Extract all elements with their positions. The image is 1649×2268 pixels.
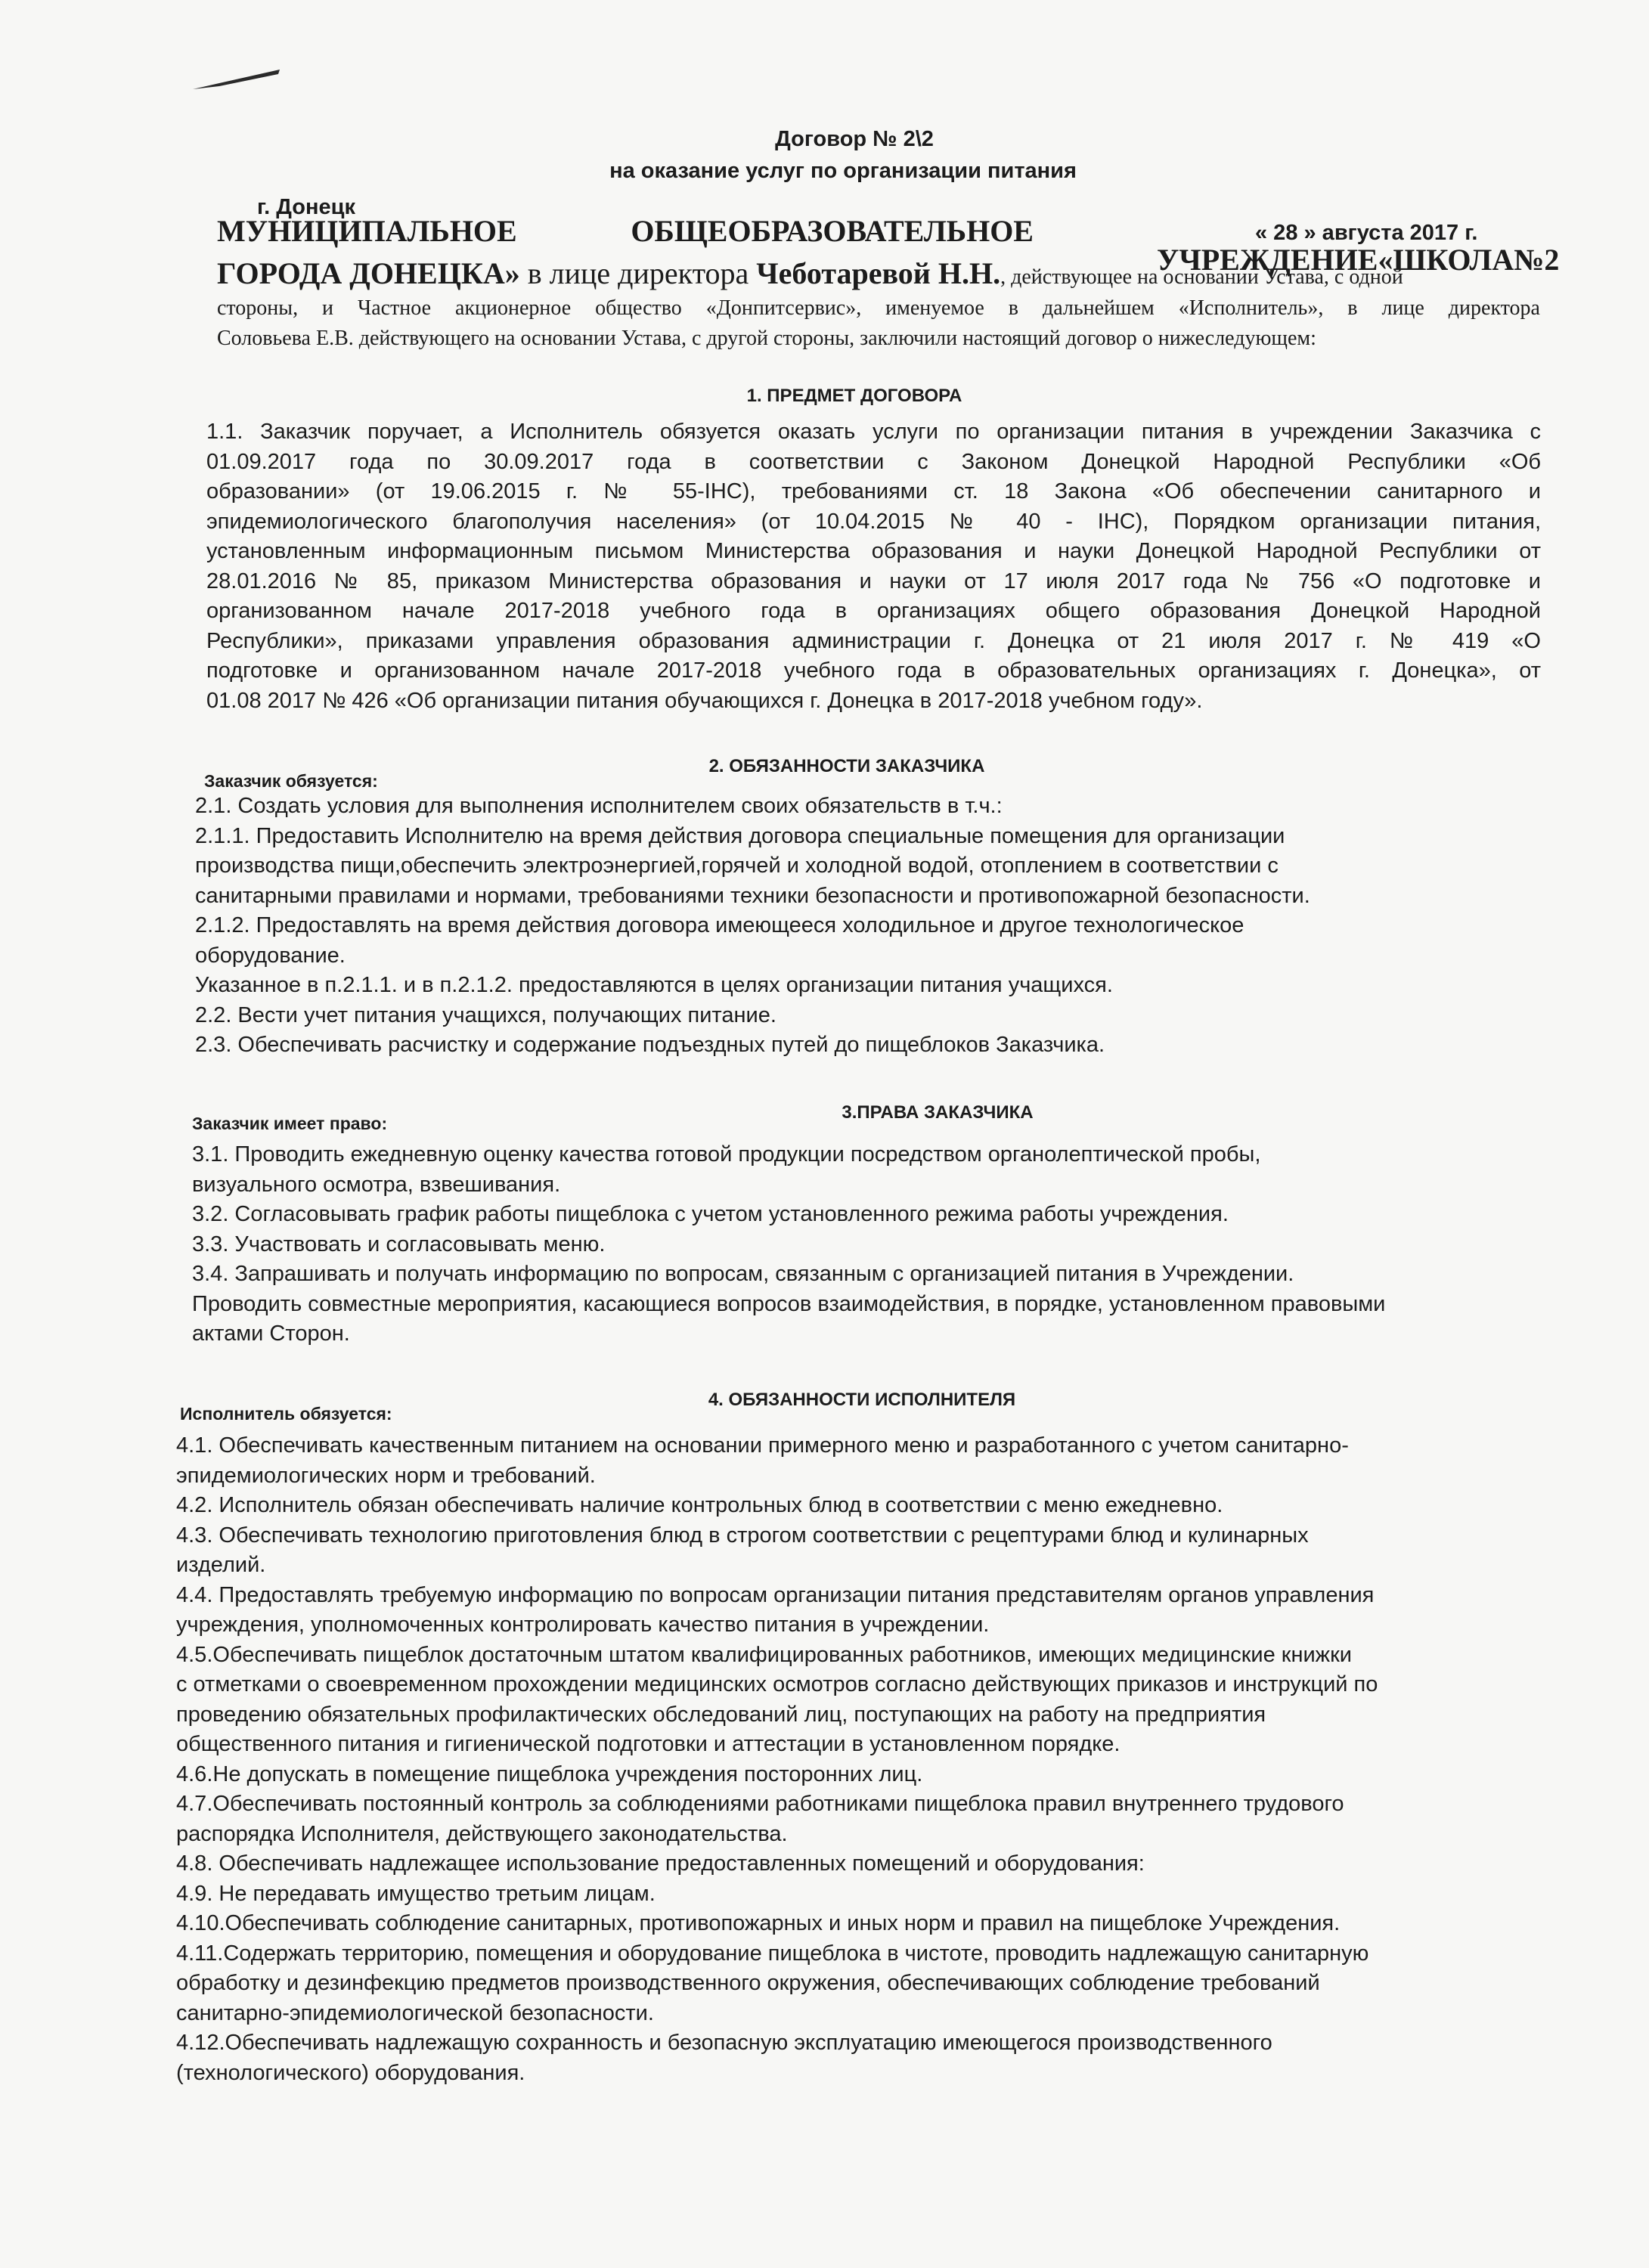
text-line: производства пищи,обеспечить электроэнергией,горячей и холодной водой, отоплением в соответствии с bbox=[195, 854, 1279, 878]
section-lead: Заказчик имеет право: bbox=[192, 1114, 388, 1133]
section-body bbox=[176, 1431, 1552, 2088]
party-line-1-end: УЧРЕЖДЕНИЕ«ШКОЛА№2 bbox=[1157, 243, 1560, 277]
text-line: проведению обязательных профилактических обследований лиц, поступающих на работу на предприятия bbox=[176, 1702, 1266, 1727]
text-line: общественного питания и гигиенической подготовки и аттестации в установленном порядке. bbox=[176, 1732, 1121, 1756]
text-line: визуального осмотра, взвешивания. bbox=[192, 1172, 561, 1197]
text-line: распорядка Исполнителя, действующего законодательства. bbox=[176, 1821, 788, 1846]
text-line: 4.6.Не допускать в помещение пищеблока учреждения посторонних лиц. bbox=[176, 1761, 923, 1786]
section-heading: 3.ПРАВА ЗАКАЗЧИКА bbox=[842, 1102, 1034, 1123]
document-title: Договор № 2\2 bbox=[775, 127, 934, 151]
party-basis: , действующее на основании Устава, с одной bbox=[1000, 265, 1403, 289]
text-line: оборудование. bbox=[195, 943, 346, 968]
text-line: 4.9. Не передавать имущество третьим лицам. bbox=[176, 1881, 656, 1906]
text-line: подготовке и организованном начале 2017-2018 учебного года в образовательных организациях г. Донецка», от bbox=[206, 658, 1541, 683]
text-line: организованном начале 2017-2018 учебного года в организациях общего образования Донецкой Народной bbox=[206, 599, 1541, 623]
text-line: 4.10.Обеспечивать соблюдение санитарных, противопожарных и иных норм и правил на пищеблоке Учреждения. bbox=[176, 1911, 1341, 1935]
text-line: 3.3. Участвовать и согласовывать меню. bbox=[192, 1232, 606, 1256]
text-line: 4.12.Обеспечивать надлежащую сохранность и безопасную эксплуатацию имеющегося производственного bbox=[176, 2031, 1272, 2055]
text-line: санитарными правилами и нормами, требованиями техники безопасности и противопожарной безопасности. bbox=[195, 883, 1310, 908]
text-line: эпидемиологических норм и требований. bbox=[176, 1463, 596, 1488]
text-line: 2.1.1. Предоставить Исполнителю на время действия договора специальные помещения для организации bbox=[195, 823, 1285, 848]
text-line: 4.1. Обеспечивать качественным питанием на основании примерного меню и разработанного с учетом санитарно- bbox=[176, 1433, 1349, 1458]
party-word: МУНИЦИПАЛЬНОЕ bbox=[217, 214, 517, 248]
preamble-line: стороны, и Частное акционерное общество «Донпитсервис», именуемое в дальнейшем «Исполнитель», в лице директора bbox=[217, 296, 1540, 320]
text-line: эпидемиологического благополучия населения» (от 10.04.2015 № 40 - IНС), Порядком организации питания, bbox=[206, 509, 1541, 534]
text-line: (технологического) оборудования. bbox=[176, 2060, 525, 2085]
text-line: 4.5.Обеспечивать пищеблок достаточным штатом квалифицированных работников, имеющих медицинские книжки bbox=[176, 1642, 1352, 1667]
text-line: Указанное в п.2.1.1. и в п.2.1.2. предоставляются в целях организации питания учащихся. bbox=[195, 973, 1113, 997]
section-body bbox=[206, 417, 1541, 716]
text-line: 2.1. Создать условия для выполнения исполнителем своих обязательств в т.ч.: bbox=[195, 794, 1003, 818]
text-line: 01.08 2017 № 426 «Об организации питания обучающихся г. Донецка в 2017-2018 учебном году». bbox=[206, 688, 1203, 713]
text-line: учреждения, уполномоченных контролировать качество питания в учреждении. bbox=[176, 1613, 990, 1637]
text-line: 3.2. Согласовывать график работы пищеблока с учетом установленного режима работы учреждения. bbox=[192, 1202, 1229, 1226]
party-word: ОБЩЕОБРАЗОВАТЕЛЬНОЕ bbox=[631, 214, 1034, 248]
text-line: 3.4. Запрашивать и получать информацию по вопросам, связанным с организацией питания в Учреждении. bbox=[192, 1262, 1294, 1286]
text-line: 2.2. Вести учет питания учащихся, получающих питание. bbox=[195, 1002, 776, 1027]
text-line: изделий. bbox=[176, 1553, 266, 1577]
party-line-2 bbox=[217, 256, 1403, 291]
text-line: 1.1. Заказчик поручает, а Исполнитель обязуется оказать услуги по организации питания в учреждении Заказчика с bbox=[206, 420, 1541, 444]
section-lead: Исполнитель обязуется: bbox=[180, 1404, 392, 1424]
text-line: санитарно-эпидемиологической безопасности. bbox=[176, 2000, 654, 2025]
text-line: 4.8. Обеспечивать надлежащее использование предоставленных помещений и оборудования: bbox=[176, 1851, 1145, 1876]
text-line: 28.01.2016 № 85, приказом Министерства образования и науки от 17 июля 2017 года № 756 «О подготовке и bbox=[206, 569, 1541, 593]
text-line: установленным информационным письмом Министерства образования и науки Донецкой Народной Республики от bbox=[206, 539, 1541, 563]
document-subtitle: на оказание услуг по организации питания bbox=[609, 159, 1077, 183]
text-line: обработку и дезинфекцию предметов производственного окружения, обеспечивающих соблюдение требований bbox=[176, 1971, 1320, 1995]
contract-date: « 28 » августа 2017 г. bbox=[1255, 221, 1478, 245]
section-heading: 1. ПРЕДМЕТ ДОГОВОРА bbox=[746, 386, 962, 406]
text-line: Республики», приказами управления образования администрации г. Донецка от 21 июля 2017 г. № 419 «О bbox=[206, 628, 1541, 653]
text-line: 01.09.2017 года по 30.09.2017 года в соответствии с Законом Донецкой Народной Республики «Об bbox=[206, 449, 1541, 474]
text-line: 4.7.Обеспечивать постоянный контроль за соблюдениями работниками пищеблока правил внутреннего трудового bbox=[176, 1792, 1344, 1816]
section-heading: 2. ОБЯЗАННОСТИ ЗАКАЗЧИКА bbox=[708, 756, 985, 776]
text-line: 2.1.2. Предоставлять на время действия договора имеющееся холодильное и другое технологическое bbox=[195, 913, 1244, 937]
text-line: 4.4. Предоставлять требуемую информацию по вопросам организации питания представителям органов управления bbox=[176, 1582, 1375, 1607]
section-body bbox=[195, 792, 1556, 1061]
text-line: Проводить совместные мероприятия, касающиеся вопросов взаимодействия, в порядке, установленном правовыми bbox=[192, 1291, 1386, 1316]
text-line: образовании» (от 19.06.2015 г. № 55-IНС), требованиями ст. 18 Закона «Об обеспечении санитарного и bbox=[206, 479, 1541, 503]
party-line-1 bbox=[217, 213, 1034, 249]
section-body bbox=[192, 1140, 1553, 1349]
section-lead: Заказчик обязуется: bbox=[204, 771, 378, 791]
text-line: 2.3. Обеспечивать расчистку и содержание подъездных путей до пищеблоков Заказчика. bbox=[195, 1033, 1105, 1057]
text-line: 4.3. Обеспечивать технологию приготовления блюд в строгом соответствии с рецептурами блюд и кулинарных bbox=[176, 1523, 1309, 1548]
text-line: 3.1. Проводить ежедневную оценку качества готовой продукции посредством органолептической пробы, bbox=[192, 1142, 1261, 1167]
text-line: 4.11.Содержать территорию, помещения и оборудование пищеблока в чистоте, проводить надлежащую санитарную bbox=[176, 1941, 1369, 1966]
text-line: с отметками о своевременном прохождении медицинских осмотров согласно действующих приказов и инструкций по bbox=[176, 1672, 1378, 1696]
section-heading: 4. ОБЯЗАННОСТИ ИСПОЛНИТЕЛЯ bbox=[708, 1390, 1016, 1410]
preamble-line: Соловьева Е.В. действующего на основании Устава, с другой стороны, заключили настоящий договор о нижеследующем: bbox=[217, 327, 1316, 350]
party-role: в лице директора bbox=[519, 256, 757, 290]
city: г. Донецк bbox=[257, 195, 356, 219]
director-name: Чеботаревой Н.Н. bbox=[756, 256, 1001, 290]
pen-mark bbox=[189, 60, 287, 98]
text-line: актами Сторон. bbox=[192, 1321, 350, 1346]
party-name-end: ГОРОДА ДОНЕЦКА» bbox=[217, 256, 520, 290]
text-line: 4.2. Исполнитель обязан обеспечивать наличие контрольных блюд в соответствии с меню ежедневно. bbox=[176, 1493, 1223, 1517]
